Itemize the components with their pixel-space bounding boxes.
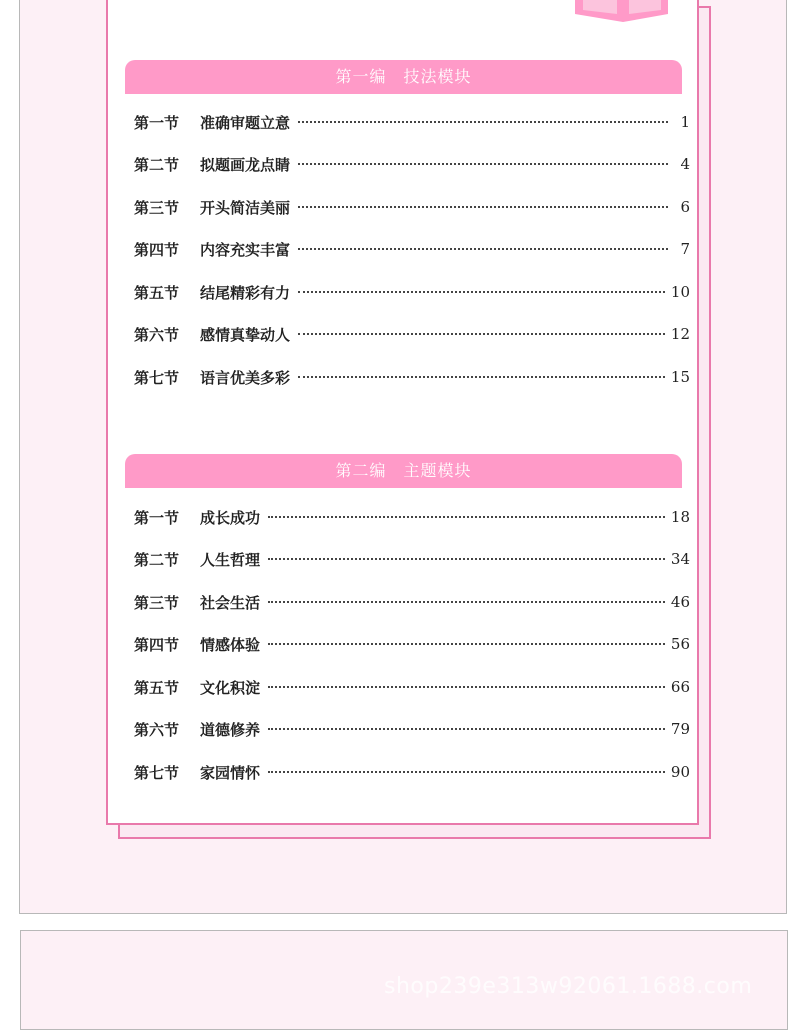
section-title: 社会生活 [200,593,261,612]
section-title: 内容充实丰富 [200,240,291,259]
section-number: 第五节 [134,283,180,302]
page-number: 12 [670,325,690,343]
dot-leader [298,206,668,208]
part-banner-2: 第二编 主题模块 [125,454,682,488]
section-title: 开头简洁美丽 [200,198,291,217]
section-title: 拟题画龙点睛 [200,155,291,174]
page-number: 56 [670,635,690,653]
toc-entry[interactable] [134,365,690,389]
page-number: 6 [680,198,690,216]
section-number: 第二节 [134,550,180,569]
section-number: 第四节 [134,240,180,259]
toc-entry[interactable] [134,280,690,304]
part-banner-1: 第一编 技法模块 [125,60,682,94]
page-number: 34 [670,550,690,568]
section-number: 第三节 [134,593,180,612]
page-number: 4 [680,155,690,173]
section-number: 第七节 [134,368,180,387]
section-number: 第七节 [134,763,180,782]
section-number: 第五节 [134,678,180,697]
book-tab-decoration [575,0,668,24]
dot-leader [298,291,665,293]
toc-entry[interactable] [134,322,690,346]
section-title: 家园情怀 [200,763,261,782]
section-title: 准确审题立意 [200,113,291,132]
toc-entry[interactable] [134,590,690,614]
dot-leader [268,558,665,560]
page-number: 1 [680,113,690,131]
page-number: 7 [680,240,690,258]
dot-leader [268,771,665,773]
page-number: 79 [670,720,690,738]
section-number: 第一节 [134,508,180,527]
page-number: 15 [670,368,690,386]
toc-entry[interactable] [134,675,690,699]
toc-entry[interactable] [134,110,690,134]
toc-entry[interactable] [134,547,690,571]
section-number: 第六节 [134,325,180,344]
section-title: 感情真挚动人 [200,325,291,344]
section-title: 语言优美多彩 [200,368,291,387]
dot-leader [268,686,665,688]
dot-leader [298,163,668,165]
section-number: 第二节 [134,155,180,174]
toc-entry[interactable] [134,760,690,784]
page-number: 66 [670,678,690,696]
dot-leader [268,643,665,645]
page-number: 46 [670,593,690,611]
section-title: 文化积淀 [200,678,261,697]
section-number: 第三节 [134,198,180,217]
section-title: 成长成功 [200,508,261,527]
dot-leader [268,728,665,730]
page-number: 10 [670,283,690,301]
toc-entry[interactable] [134,195,690,219]
toc-entry[interactable] [134,152,690,176]
toc-entry[interactable] [134,632,690,656]
watermark: shop239e313w92061.1688.com [384,974,753,999]
section-number: 第一节 [134,113,180,132]
toc-entry[interactable] [134,237,690,261]
dot-leader [298,121,668,123]
section-title: 道德修养 [200,720,261,739]
page-number: 18 [670,508,690,526]
section-title: 结尾精彩有力 [200,283,291,302]
section-number: 第四节 [134,635,180,654]
dot-leader [298,248,668,250]
dot-leader [298,376,665,378]
dot-leader [268,516,665,518]
page-number: 90 [670,763,690,781]
section-title: 人生哲理 [200,550,261,569]
section-number: 第六节 [134,720,180,739]
dot-leader [268,601,665,603]
section-title: 情感体验 [200,635,261,654]
toc-entry[interactable] [134,717,690,741]
toc-entry[interactable] [134,505,690,529]
dot-leader [298,333,665,335]
